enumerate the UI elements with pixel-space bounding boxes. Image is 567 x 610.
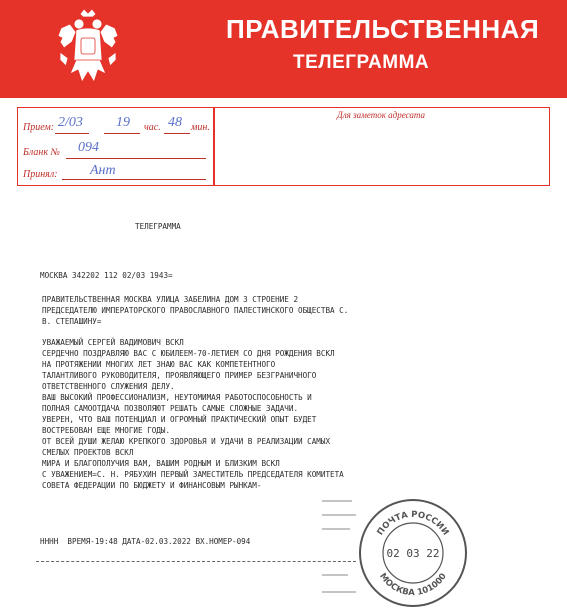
service-line: МОСКВА 342202 112 02/03 1943= (40, 271, 173, 280)
postal-stamp (357, 497, 469, 609)
body-line: ВОСТРЕБОВАН ЕЩЕ МНОГИЕ ГОДЫ. (42, 426, 171, 435)
title-line-2: ТЕЛЕГРАММА (293, 52, 430, 73)
body-line: УВЕРЕН, ЧТО ВАШ ПОТЕНЦИАЛ И ОГРОМНЫЙ ПРАКТИЧЕСКИЙ ОПЫТ БУДЕТ (42, 415, 317, 424)
notes-label: Для заметок адресата (337, 110, 425, 120)
form-frame-divider (213, 107, 215, 186)
body-line: НА ПРОТЯЖЕНИИ МНОГИХ ЛЕТ ЗНАЮ ВАС КАК КОМПЕТЕНТНОГО (42, 360, 276, 369)
body-line: СЕРДЕЧНО ПОЗДРАВЛЯЮ ВАС С ЮБИЛЕЕМ-70-ЛЕТИЕМ СО ДНЯ РОЖДЕНИЯ ВСКЛ (42, 349, 335, 358)
body-line: ВАШ ВЫСОКИЙ ПРОФЕССИОНАЛИЗМ, НЕУТОМИМАЯ РАБОТОСПОСОБНОСТЬ И (42, 393, 312, 402)
stamp-date: 02 03 22 (386, 547, 440, 560)
stamp-top-text: ПОЧТА РОССИИ (375, 509, 451, 538)
received-date: 2/03 (58, 115, 83, 130)
title-line-1: ПРАВИТЕЛЬСТВЕННАЯ (226, 14, 540, 44)
address-line: ПРАВИТЕЛЬСТВЕННАЯ МОСКВА УЛИЦА ЗАБЕЛИНА ДОМ 3 СТРОЕНИЕ 2 (42, 295, 299, 304)
blank-number-line (66, 158, 206, 159)
footer-divider (36, 561, 356, 562)
eagle-emblem-icon (56, 8, 120, 90)
received-hour: 19 (116, 115, 130, 130)
received-min-line (164, 133, 190, 134)
accepted-label: Принял: (23, 169, 58, 180)
ghost-line (322, 514, 356, 516)
ghost-line (322, 528, 350, 530)
body-line: ОТ ВСЕЙ ДУШИ ЖЕЛАЮ КРЕПКОГО ЗДОРОВЬЯ И УДАЧИ В РЕАЛИЗАЦИИ САМЫХ (42, 437, 331, 446)
footer-line: НННН ВРЕМЯ-19:48 ДАТА-02.03.2022 ВХ.НОМЕР-094 (40, 537, 251, 546)
hour-label: час. (144, 122, 161, 133)
received-date-line (55, 133, 89, 134)
ghost-line (322, 500, 352, 502)
stamp-bottom-text: МОСКВА 101000 (377, 571, 449, 599)
ghost-line (322, 591, 356, 593)
telegram-body (42, 294, 348, 491)
min-label: мин. (191, 122, 210, 133)
body-line: УВАЖАЕМЫЙ СЕРГЕЙ ВАДИМОВИЧ ВСКЛ (42, 338, 184, 347)
body-line: ПОЛНАЯ САМООТДАЧА ПОЗВОЛЯЮТ РЕШАТЬ САМЫЕ СЛОЖНЫЕ ЗАДАЧИ. (42, 404, 299, 413)
received-hour-line (104, 133, 140, 134)
body-line: МИРА И БЛАГОПОЛУЧИЯ ВАМ, ВАШИМ РОДНЫМ И БЛИЗКИМ ВСКЛ (42, 459, 280, 468)
accepted-line (62, 179, 206, 180)
blank-label: Бланк № (23, 147, 60, 158)
ghost-line (322, 574, 348, 576)
address-line: В. СТЕПАШИНУ= (42, 317, 102, 326)
telegram-heading: ТЕЛЕГРАММА (135, 222, 181, 231)
address-line: ПРЕДСЕДАТЕЛЮ ИМПЕРАТОРСКОГО ПРАВОСЛАВНОГО ПАЛЕСТИНСКОГО ОБЩЕСТВА С. (42, 306, 349, 315)
body-line: ОТВЕТСТВЕННОГО СЛУЖЕНИЯ ДЕЛУ. (42, 382, 175, 391)
blank-number: 094 (78, 140, 99, 155)
body-line: ТАЛАНТЛИВОГО РУКОВОДИТЕЛЯ, ПРОЯВЛЯЮЩЕГО ПРИМЕР БЕЗГРАНИЧНОГО (42, 371, 317, 380)
accepted-signature: Ант (90, 163, 116, 178)
received-label: Прием: (23, 122, 55, 133)
body-line: СМЕЛЫХ ПРОЕКТОВ ВСКЛ (42, 448, 134, 457)
body-line: СОВЕТА ФЕДЕРАЦИИ ПО БЮДЖЕТУ И ФИНАНСОВЫМ РЫНКАМ- (42, 481, 262, 490)
received-min: 48 (168, 115, 182, 130)
body-line: С УВАЖЕНИЕМ=С. Н. РЯБУХИН ПЕРВЫЙ ЗАМЕСТИТЕЛЬ ПРЕДСЕДАТЕЛЯ КОМИТЕТА (42, 470, 344, 479)
